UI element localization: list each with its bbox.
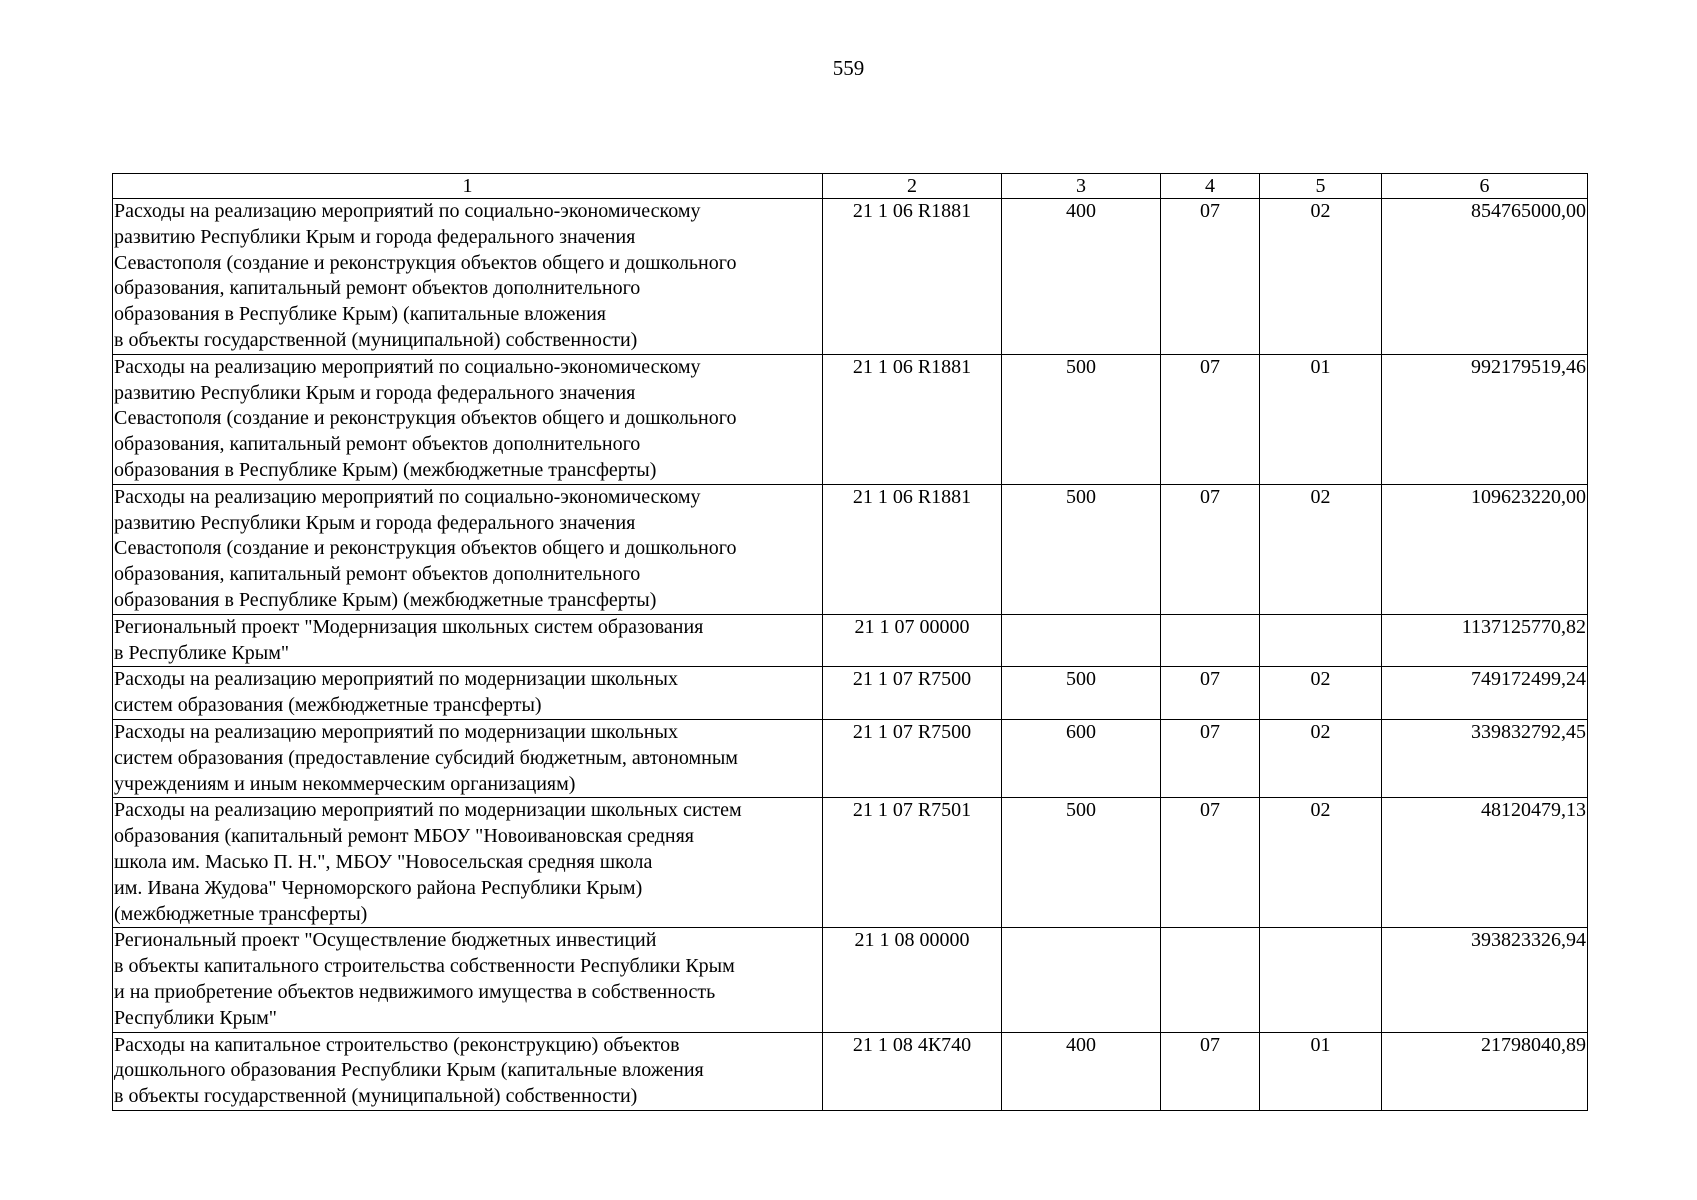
row-expense-type: 500 (1002, 484, 1161, 614)
header-cell-3: 3 (1002, 174, 1161, 199)
table-row (113, 354, 1588, 484)
header-cell-4: 4 (1161, 174, 1260, 199)
row-description: Расходы на реализацию мероприятий по модернизации школьных систем образования (межбюджетные трансферты) (113, 667, 823, 720)
row-description: Расходы на реализацию мероприятий по социально-экономическому развитию Республики Крым и города федерального значения Севастополя (создание и реконструкция объектов общего и дошкольного образования, капитальный ремонт объектов дополнительного образования в Республике Крым) (межбюджетные трансферты) (113, 354, 823, 484)
budget-table (112, 173, 1588, 1111)
row-amount: 21798040,89 (1382, 1032, 1588, 1110)
row-expense-type: 400 (1002, 199, 1161, 355)
row-amount: 749172499,24 (1382, 667, 1588, 720)
table-row (113, 199, 1588, 355)
row-amount: 339832792,45 (1382, 719, 1588, 797)
row-amount: 854765000,00 (1382, 199, 1588, 355)
row-section: 07 (1161, 667, 1260, 720)
row-code: 21 1 06 R1881 (823, 199, 1002, 355)
table-row (113, 484, 1588, 614)
row-expense-type: 500 (1002, 667, 1161, 720)
table-header-row (113, 174, 1588, 199)
table-row (113, 1032, 1588, 1110)
row-subsection: 01 (1260, 1032, 1382, 1110)
row-subsection: 02 (1260, 719, 1382, 797)
row-section: 07 (1161, 719, 1260, 797)
table-row (113, 614, 1588, 667)
row-expense-type (1002, 928, 1161, 1032)
row-subsection (1260, 614, 1382, 667)
row-code: 21 1 06 R1881 (823, 354, 1002, 484)
header-cell-1: 1 (113, 174, 823, 199)
table-row (113, 719, 1588, 797)
row-description: Расходы на реализацию мероприятий по социально-экономическому развитию Республики Крым и города федерального значения Севастополя (создание и реконструкция объектов общего и дошкольного образования, капитальный ремонт объектов дополнительного образования в Республике Крым) (межбюджетные трансферты) (113, 484, 823, 614)
row-code: 21 1 08 4К740 (823, 1032, 1002, 1110)
row-code: 21 1 06 R1881 (823, 484, 1002, 614)
row-subsection: 02 (1260, 667, 1382, 720)
row-amount: 393823326,94 (1382, 928, 1588, 1032)
row-amount: 48120479,13 (1382, 798, 1588, 928)
row-amount: 1137125770,82 (1382, 614, 1588, 667)
row-section: 07 (1161, 798, 1260, 928)
row-description: Региональный проект "Осуществление бюджетных инвестиций в объекты капитального строительства собственности Республики Крым и на приобретение объектов недвижимого имущества в собственность Республики Крым" (113, 928, 823, 1032)
row-subsection: 02 (1260, 798, 1382, 928)
header-cell-2: 2 (823, 174, 1002, 199)
page-number: 559 (832, 56, 865, 80)
header-cell-5: 5 (1260, 174, 1382, 199)
row-subsection: 01 (1260, 354, 1382, 484)
row-section: 07 (1161, 199, 1260, 355)
row-code: 21 1 07 R7501 (823, 798, 1002, 928)
row-description: Расходы на реализацию мероприятий по модернизации школьных систем образования (предоставление субсидий бюджетным, автономным учреждениям и иным некоммерческим организациям) (113, 719, 823, 797)
row-section: 07 (1161, 484, 1260, 614)
table-row (113, 928, 1588, 1032)
row-description: Расходы на реализацию мероприятий по социально-экономическому развитию Республики Крым и города федерального значения Севастополя (создание и реконструкция объектов общего и дошкольного образования, капитальный ремонт объектов дополнительного образования в Республике Крым) (капитальные вложения в объекты государственной (муниципальной) собственности) (113, 199, 823, 355)
row-code: 21 1 07 00000 (823, 614, 1002, 667)
row-section (1161, 614, 1260, 667)
row-subsection: 02 (1260, 199, 1382, 355)
row-subsection: 02 (1260, 484, 1382, 614)
header-cell-6: 6 (1382, 174, 1588, 199)
table-row (113, 667, 1588, 720)
row-section (1161, 928, 1260, 1032)
row-description: Расходы на реализацию мероприятий по модернизации школьных систем образования (капитальный ремонт МБОУ "Новоивановская средняя школа им. Масько П. Н.", МБОУ "Новосельская средняя школа им. Ивана Жудова" Черноморского района Республики Крым) (межбюджетные трансферты) (113, 798, 823, 928)
row-expense-type (1002, 614, 1161, 667)
row-expense-type: 500 (1002, 354, 1161, 484)
row-amount: 992179519,46 (1382, 354, 1588, 484)
row-expense-type: 600 (1002, 719, 1161, 797)
row-code: 21 1 07 R7500 (823, 667, 1002, 720)
table-row (113, 798, 1588, 928)
row-section: 07 (1161, 354, 1260, 484)
row-amount: 109623220,00 (1382, 484, 1588, 614)
row-code: 21 1 07 R7500 (823, 719, 1002, 797)
row-code: 21 1 08 00000 (823, 928, 1002, 1032)
row-section: 07 (1161, 1032, 1260, 1110)
row-description: Региональный проект "Модернизация школьных систем образования в Республике Крым" (113, 614, 823, 667)
row-expense-type: 400 (1002, 1032, 1161, 1110)
row-expense-type: 500 (1002, 798, 1161, 928)
row-subsection (1260, 928, 1382, 1032)
row-description: Расходы на капитальное строительство (реконструкцию) объектов дошкольного образования Республики Крым (капитальные вложения в объекты государственной (муниципальной) собственности) (113, 1032, 823, 1110)
